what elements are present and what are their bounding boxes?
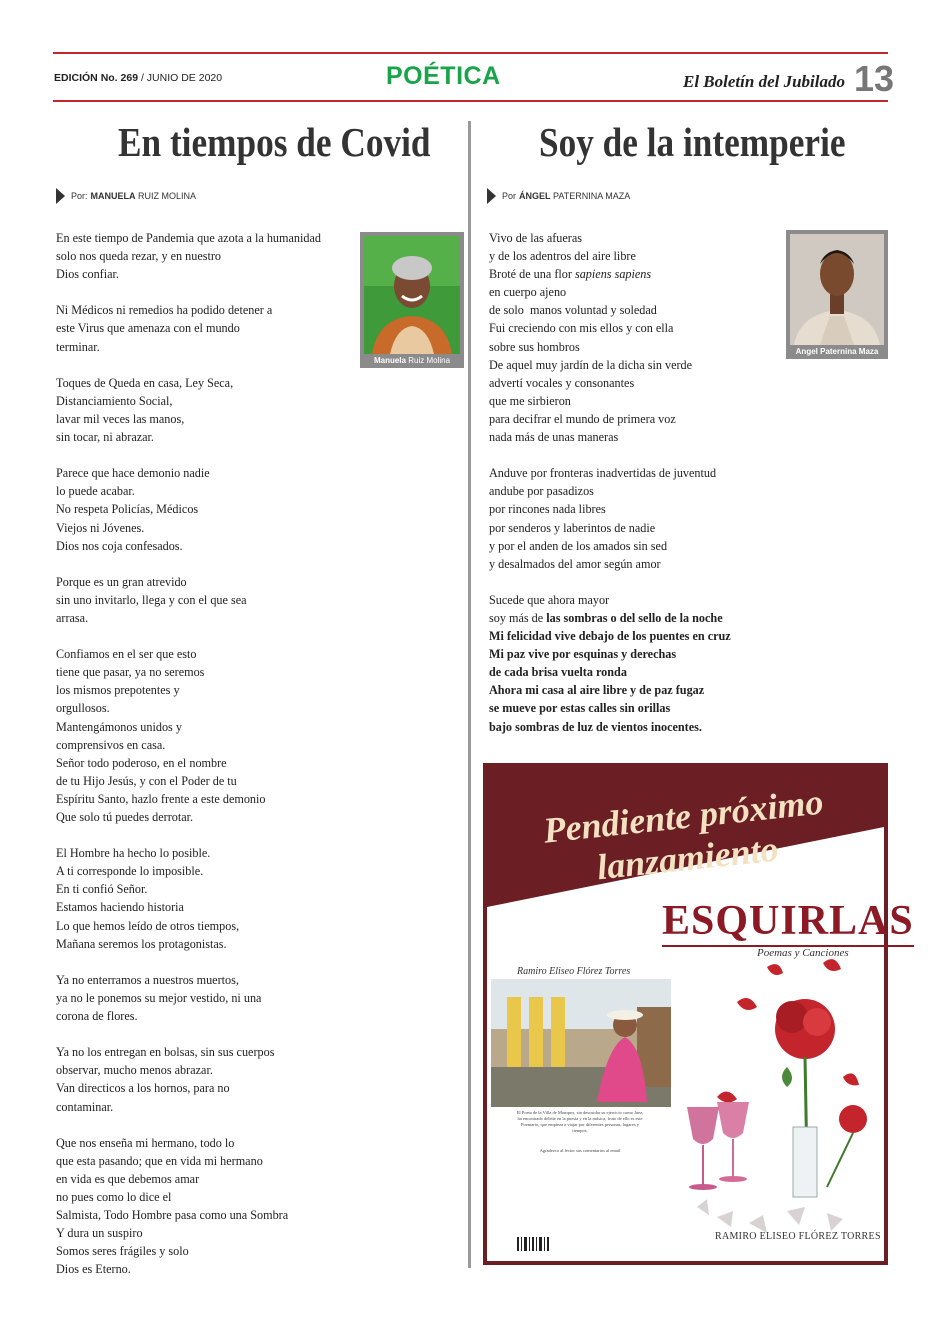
- edition-info: [54, 72, 222, 84]
- right-poem-body: [489, 229, 779, 736]
- poem-line: los mismos prepotentes y: [56, 683, 180, 698]
- book-title: ESQUIRLAS: [662, 897, 914, 947]
- photo-caption: [364, 354, 460, 365]
- poem-line: No respeta Policías, Médicos: [56, 502, 199, 517]
- poem-line: Toques de Queda en casa, Ley Seca,: [56, 375, 234, 390]
- poem-line: no pues como lo dice el: [56, 1189, 172, 1204]
- blurb-thanks: Agradezco al lector sus comentarios al email: [539, 1148, 621, 1153]
- stanza-gap: [56, 283, 356, 301]
- edition-label: EDICIÓN: [54, 72, 98, 84]
- stanza-gap: [56, 356, 356, 374]
- poem-line: contaminar.: [56, 1099, 114, 1114]
- page-number: 13: [853, 58, 894, 99]
- poem-line: Parece que hace demonio nadie: [56, 466, 210, 481]
- poem-line: Ni Médicos ni remedios ha podido detener a: [56, 303, 273, 318]
- poem-line: y desalmados del amor según amor: [489, 556, 661, 571]
- poem-line: lavar mil veces las manos,: [56, 411, 185, 426]
- right-article-byline: [487, 188, 630, 204]
- header-bottom-rule: [53, 100, 888, 102]
- portrait-illustration-icon: [790, 234, 884, 345]
- advert-tagline: Pendiente próximo lanzamiento: [541, 781, 826, 888]
- poem-line: lo puede acabar.: [56, 484, 135, 499]
- poem-bold: las sombras o del sello de la noche: [546, 610, 723, 625]
- poem-line: Señor todo poderoso, en el nombre: [56, 755, 227, 770]
- header-top-rule: [53, 52, 888, 54]
- poem-line: observar, mucho menos abrazar.: [56, 1063, 213, 1078]
- stanza-gap: [56, 446, 356, 464]
- byline-prefix: Por: [502, 191, 517, 201]
- edition-date: / JUNIO DE 2020: [140, 72, 223, 84]
- stanza-gap: [489, 446, 779, 464]
- poem-line: de cada brisa vuelta ronda: [489, 665, 627, 680]
- book-subtitle: Poemas y Canciones: [757, 947, 849, 959]
- poem-line: tiene que pasar, ya no seremos: [56, 665, 205, 680]
- poem-line: para decifrar el mundo de primera voz: [489, 411, 676, 426]
- section-title: POÉTICA: [386, 62, 501, 90]
- poem-fragment: Broté de una flor: [489, 267, 575, 282]
- byline-prefix: Por:: [71, 191, 88, 201]
- poem-line: sin tocar, ni abrazar.: [56, 430, 154, 445]
- author-photo-angel: [786, 230, 888, 359]
- poem-line: por rincones nada libres: [489, 502, 606, 517]
- poem-line: corona de flores.: [56, 1009, 138, 1024]
- poem-line: Mañana seremos los protagonistas.: [56, 936, 227, 951]
- poem-line: Ya no enterramos a nuestros muertos,: [56, 972, 239, 987]
- portrait-illustration-icon: [364, 236, 460, 354]
- stanza-gap: [56, 953, 356, 971]
- poem-fragment: soy más de: [489, 610, 547, 625]
- stanza-three-bold: [489, 627, 779, 736]
- poem-line: Que solo tú puedes derrotar.: [56, 810, 194, 824]
- poem-line: Mi felicidad vive debajo de los puentes en cruz: [489, 629, 731, 644]
- poem-line: Espíritu Santo, hazlo frente a este demonio: [56, 791, 266, 806]
- poem-line: Porque es un gran atrevido: [56, 574, 187, 589]
- poem-line: solo nos queda rezar, y en nuestro: [56, 249, 222, 264]
- poem-line: Que nos enseña mi hermano, todo lo: [56, 1135, 235, 1150]
- poem-line: Sucede que ahora mayor: [489, 592, 610, 607]
- poem-line: Mi paz vive por esquinas y derechas: [489, 647, 677, 662]
- book-blurb: [515, 1110, 645, 1154]
- book-author-bottom: RAMIRO ELISEO FLÓREZ TORRES: [715, 1231, 881, 1242]
- byline-marker-icon: [487, 188, 496, 204]
- poem-line: Distanciamiento Social,: [56, 393, 173, 408]
- poem-line: Anduve por fronteras inadvertidas de juventud: [489, 466, 717, 481]
- poem-line: nada más de unas maneras: [489, 430, 619, 445]
- poem-line: se mueve por estas calles sin orillas: [489, 701, 671, 716]
- byline-author-rest: RUIZ MOLINA: [138, 191, 197, 201]
- column-divider: [468, 121, 471, 1268]
- poem-line: que me sirbieron: [489, 393, 571, 408]
- poem-line: En ti confió Señor.: [56, 882, 148, 897]
- poem-line: A ti corresponde lo imposible.: [56, 864, 204, 879]
- book-cover: [487, 767, 914, 1261]
- poem-line: [489, 609, 779, 627]
- poem-line: Lo que hemos leído de otros tiempos,: [56, 918, 240, 933]
- poem-line: este Virus que amenaza con el mundo: [56, 321, 240, 336]
- poem-line: El Hombre ha hecho lo posible.: [56, 846, 211, 861]
- poem-line: Salmista, Todo Hombre pasa como una Sombra: [56, 1208, 289, 1223]
- poem-line: andube por pasadizos: [489, 484, 594, 499]
- poem-line: Mantengámonos unidos y: [56, 719, 182, 734]
- poem-line: sobre sus hombros: [489, 339, 580, 354]
- poem-line: Van directicos a los hornos, para no: [56, 1081, 230, 1096]
- poem-line: de tu Hijo Jesús, y con el Poder de tu: [56, 773, 237, 788]
- book-author-top: Ramiro Eliseo Flórez Torres: [517, 966, 631, 977]
- portrait-image: [790, 234, 884, 345]
- stanza-gap: [56, 826, 356, 844]
- poem-line: comprensivos en casa.: [56, 737, 166, 752]
- poem-line: bajo sombras de luz de vientos inocentes.: [489, 719, 702, 734]
- poem-line: Estamos haciendo historia: [56, 900, 184, 915]
- byline-author-first: ÁNGEL: [519, 191, 551, 201]
- stanza-gap: [56, 627, 356, 645]
- left-article-title: En tiempos de Covid: [118, 119, 431, 165]
- stanza-gap: [56, 1025, 356, 1043]
- poem-line: Fui creciendo con mis ellos y con ella: [489, 321, 674, 336]
- poem-line: Ahora mi casa al aire libre y de paz fugaz: [489, 683, 705, 698]
- poem-line: en cuerpo ajeno: [489, 285, 567, 300]
- poem-line: Viejos ni Jóvenes.: [56, 520, 145, 535]
- blurb-text: El Poeta de la Villa de Mompox, sin descuidar su ejercicio como Juez, ha encontrado deleite en la poesía y en la música, fruto de ello es este Poemario, que empieza a viajar por diferentes personas, lugares y tiempos.: [516, 1110, 644, 1133]
- photo-caption: Angel Paternina Maza: [795, 347, 879, 356]
- poem-line: ya no le ponemos su mejor vestido, ni una: [56, 990, 262, 1005]
- author-photo-manuela: [360, 232, 464, 368]
- book-advert: [483, 763, 914, 1265]
- poem-line: de solo manos voluntad y soledad: [489, 303, 657, 318]
- caption-rest: Ruiz Molina: [408, 356, 451, 365]
- left-article-byline: [56, 188, 196, 204]
- poem-line: Y dura un suspiro: [56, 1226, 143, 1241]
- poem-line: terminar.: [56, 339, 100, 354]
- poem-line: Dios confiar.: [56, 267, 119, 282]
- poem-line: Dios es Eterno.: [56, 1262, 131, 1277]
- poem-line: que esta pasando; que en vida mi hermano: [56, 1153, 263, 1168]
- poem-line: sin uno invitarlo, llega y con el que sea: [56, 592, 247, 607]
- publication-name: El Boletín del Jubilado: [683, 72, 845, 91]
- portrait-image: [364, 236, 460, 354]
- poem-line: advertí vocales y consonantes: [489, 375, 635, 390]
- poem-line: orgullosos.: [56, 701, 110, 716]
- byline-marker-icon: [56, 188, 65, 204]
- poem-line: Dios nos coja confesados.: [56, 538, 183, 553]
- poem-italic: sapiens sapiens: [574, 267, 652, 282]
- poem-line: por senderos y laberintos de nadie: [489, 520, 656, 535]
- poem-line: Vivo de las afueras: [489, 231, 583, 245]
- poem-line: De aquel muy jardín de la dicha sin verde: [489, 357, 693, 372]
- poem-line: Somos seres frágiles y solo: [56, 1244, 189, 1259]
- poem-line: en vida es que debemos amar: [56, 1171, 200, 1186]
- poem-line: y de los adentros del aire libre: [489, 249, 636, 264]
- right-article-title: Soy de la intemperie: [539, 119, 846, 165]
- stanza-two: [489, 464, 779, 573]
- poem-line: Confiamos en el ser que esto: [56, 647, 197, 662]
- byline-author-rest: PATERNINA MAZA: [553, 191, 631, 201]
- caption-first: Manuela: [373, 356, 406, 365]
- poem-line: arrasa.: [56, 610, 89, 625]
- stanza-gap: [489, 573, 779, 591]
- left-poem-body: [56, 229, 356, 1278]
- edition-number: No. 269: [100, 72, 139, 84]
- poem-line: y por el anden de los amados sin sed: [489, 538, 668, 553]
- stanza-gap: [56, 1116, 356, 1134]
- poem-line: En este tiempo de Pandemia que azota a la humanidad: [56, 231, 321, 245]
- stanza-gap: [56, 555, 356, 573]
- byline-author-first: MANUELA: [90, 191, 136, 201]
- poem-line: Ya no los entregan en bolsas, sin sus cuerpos: [56, 1045, 275, 1060]
- poem-line: [489, 265, 779, 283]
